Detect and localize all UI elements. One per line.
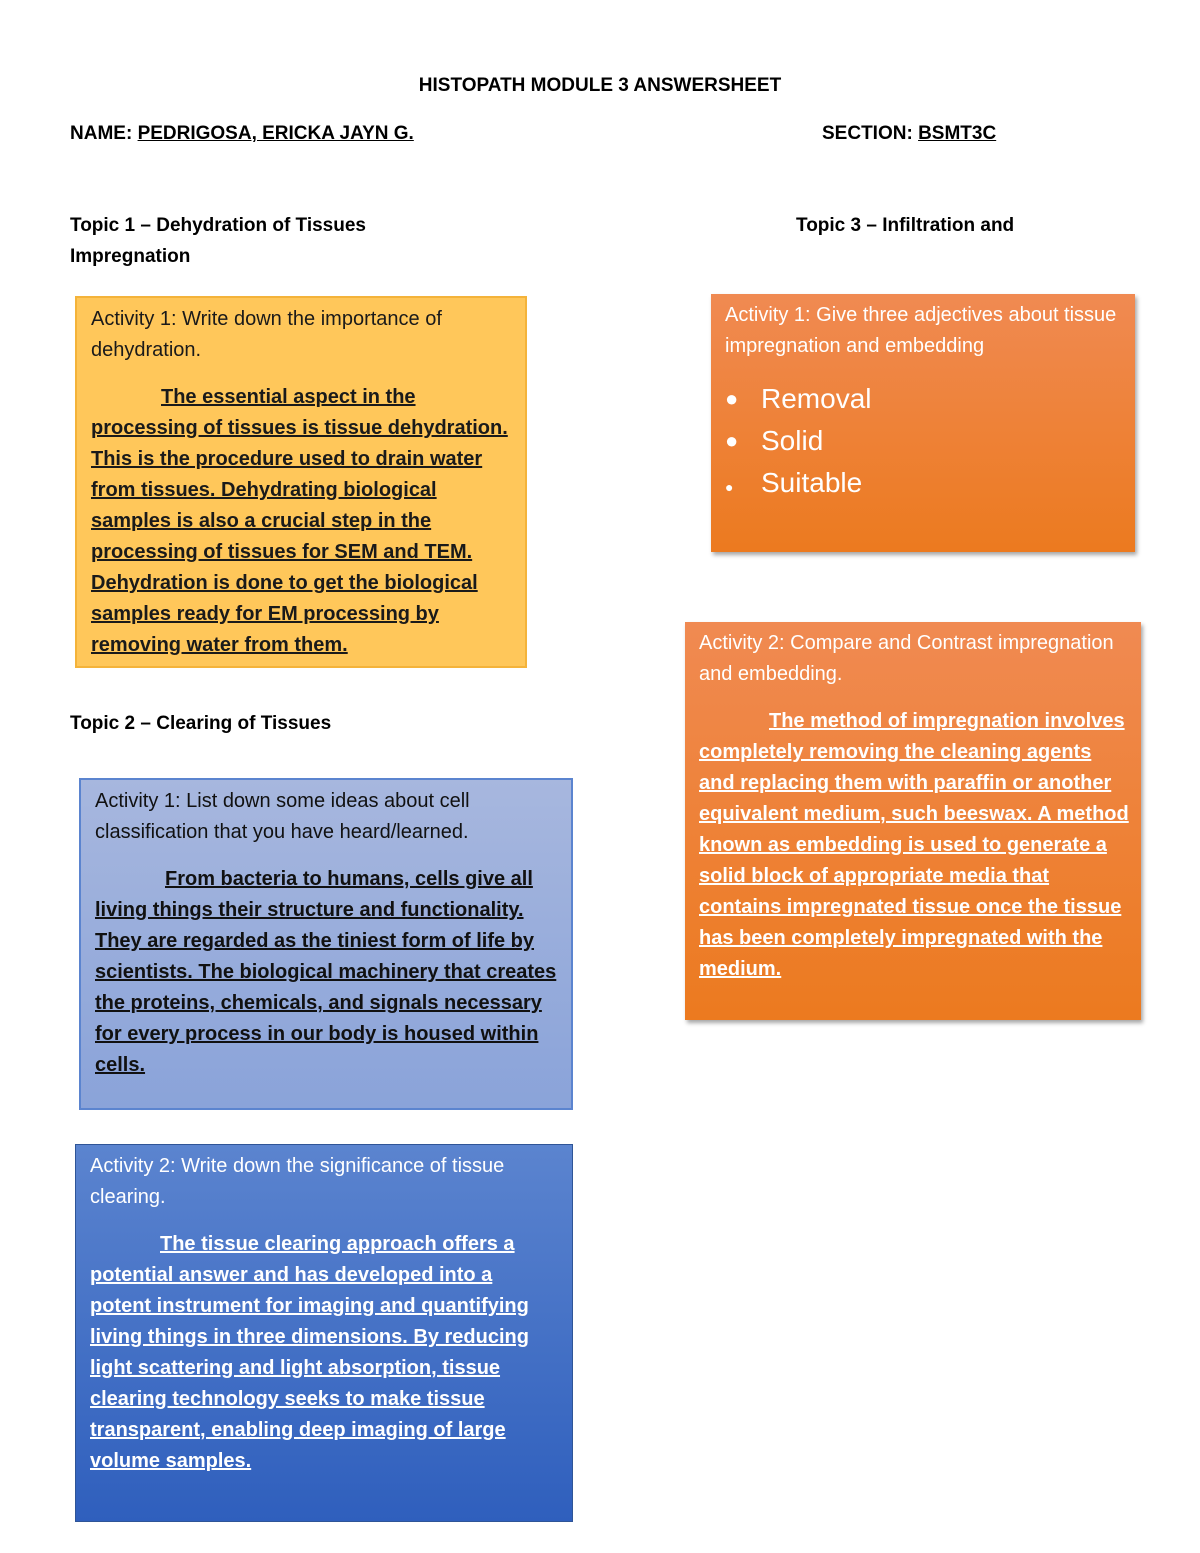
topic2-heading: Topic 2 – Clearing of Tissues — [70, 713, 332, 734]
adjective-text: Suitable — [761, 467, 863, 498]
adjective-text: Solid — [761, 425, 824, 456]
name-label: NAME: — [70, 123, 133, 144]
list-item — [725, 462, 1121, 504]
bullet-icon: ● — [725, 428, 739, 453]
list-item — [725, 378, 1121, 420]
section-label: SECTION: — [822, 123, 913, 144]
cell-classification-answer: From bacteria to humans, cells give all living things their structure and functionality. They are regarded as the tiniest form of life by scientists. The biological machinery that creates the proteins, chemicals, and signals necessary for every process in our body is housed within cells. — [95, 868, 557, 1076]
topic1-heading — [70, 210, 366, 272]
dehydration-prompt: Activity 1: Write down the importance of dehydration. — [91, 308, 442, 361]
compare-contrast-activity-box — [685, 622, 1141, 1020]
adjectives-activity-box — [711, 294, 1135, 552]
compare-contrast-answer: The method of impregnation involves completely removing the cleaning agents and replacing them with paraffin or another equivalent medium, such beeswax. A method known as embedding is used to generate a solid block of appropriate media that contains impregnated tissue once the tissue has been completely impregnated with the medium. — [699, 710, 1129, 980]
topic1-heading-line2: Impregnation — [70, 246, 191, 267]
name-value: PEDRIGOSA, ERICKA JAYN G. — [137, 123, 414, 144]
topic1-heading-line1: Topic 1 – Dehydration of Tissues — [70, 215, 366, 236]
document-title: HISTOPATH MODULE 3 ANSWERSHEET — [418, 75, 782, 96]
adjective-text: Removal — [761, 383, 872, 414]
dehydration-activity-box — [75, 296, 527, 668]
adjectives-prompt: Activity 1: Give three adjectives about tissue impregnation and embedding — [725, 304, 1117, 357]
topic3-heading: Topic 3 – Infiltration and — [796, 215, 1015, 236]
list-item — [725, 420, 1121, 462]
tissue-clearing-answer: The tissue clearing approach offers a potential answer and has developed into a potent instrument for imaging and quantifying living things in three dimensions. By reducing light scattering and light absorption, tissue clearing technology seeks to make tissue transparent, enabling deep imaging of large volume samples. — [90, 1233, 529, 1472]
section-value: BSMT3C — [918, 123, 997, 144]
section-line — [822, 118, 996, 149]
dehydration-answer: The essential aspect in the processing of tissues is tissue dehydration. This is the procedure used to drain water from tissues. Dehydrating biological samples is also a crucial step in the processing of tissues for SEM and TEM. Dehydration is done to get the biological samples ready for EM processing by removing water from them. — [91, 386, 508, 656]
bullet-icon: ● — [725, 479, 734, 495]
tissue-clearing-activity-box — [75, 1144, 573, 1522]
compare-contrast-prompt: Activity 2: Compare and Contrast impregnation and embedding. — [699, 632, 1114, 685]
bullet-icon: ● — [725, 386, 739, 411]
cell-classification-prompt: Activity 1: List down some ideas about cell classification that you have heard/learned. — [95, 790, 470, 843]
name-line — [70, 118, 414, 149]
tissue-clearing-prompt: Activity 2: Write down the significance of tissue clearing. — [90, 1155, 505, 1208]
cell-classification-activity-box — [79, 778, 573, 1110]
adjectives-list — [725, 378, 1121, 504]
